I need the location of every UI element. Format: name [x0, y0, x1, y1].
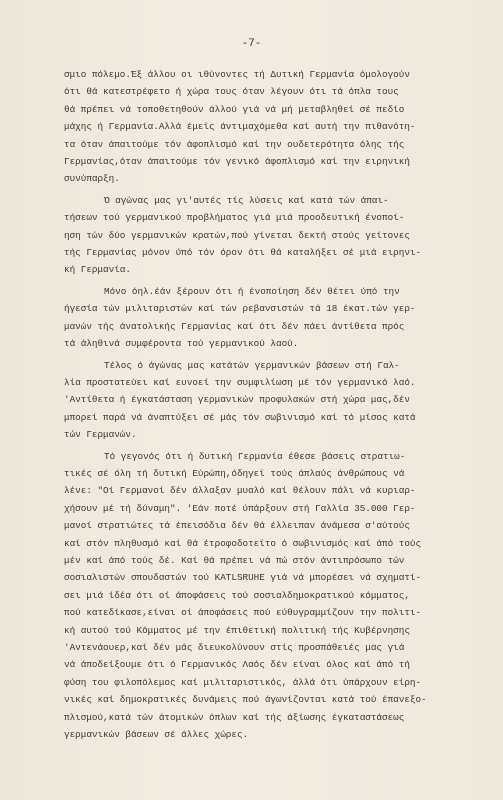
text-line: μάχης ή Γερμανία.Αλλά έμεϊς άντιμαχόμεθα καί αυτή την πιθανότη- — [64, 121, 416, 133]
text-line: πλισμού,κατά τών άτομικών όπλων καί τής άξίωσης έγκαταστάσεως — [64, 711, 405, 723]
body-text — [64, 66, 456, 747]
page-number: -7- — [241, 38, 262, 50]
text-line: κή Γερμανία. — [64, 264, 131, 276]
text-line: πού κατεδίκασε,είναι οί άποφάσεις πού εύθυγραμμίζουν την πολιτι- — [64, 607, 422, 619]
text-line: τά άληθινά συμφέροντα τού γερμανικού λαού. — [64, 338, 299, 350]
text-line: ηση τών δύο γερμανικών κρατών,πού γίνεται δεκτή στούς γείτονες — [64, 229, 410, 241]
text-line: νικές καί δημοκρατικές δυνάμεις πού άγωνίζονται κατά τού έπανεξο- — [64, 694, 427, 706]
text-line: θά πρέπει νά τοποθετηθούν άλλού γιά νά μή μεταβληθεί σέ πεδίο — [64, 103, 405, 115]
text-line: τής Γερμανίας μόνον ύπό τόν όρον ότι θά καταλήξει σέ μιά ειρηνι- — [64, 247, 422, 259]
text-line: ήγεσία τών μιλιταριστών καί τών ρεβανσιστών τά 18 έκατ.τών γερ- — [64, 303, 416, 315]
text-line: Τό γεγονός ότι ή δυτική Γερμανία έθεσε βάσεις στρατιω- — [104, 450, 406, 462]
text-line: 'Αντενάουερ,καί δέν μάς διευκολύνουν στίς προσπάθειές μας γιά — [64, 642, 405, 653]
text-line: μπορεί παρά νά άναπτύξει σέ μάς τόν σωβινισμό καί τό μίσος κατά — [64, 411, 416, 423]
text-line: λία προστατεύει καί ευνοεί την συμφιλίωση μέ τόν γερμανικό λαό. — [64, 376, 416, 388]
text-line: τήσεων τού γερμανικού προβλήματος γιά μιά προοδευτική ένοποί- — [64, 212, 405, 224]
text-line: σει μιά ίδέα ότι οί άποφάσεις τού σοσιαλδημοκρατικού κόμματος, — [64, 589, 410, 601]
text-line: τών Γερμανών. — [64, 429, 137, 441]
text-line: μανών τής άνατολικής Γερμανίας καί ότι δέν πάει άντίθετα πρός — [64, 320, 405, 332]
paragraph — [64, 192, 456, 279]
text-line: λένε: "Οί Γερμανοί δέν άλλαξαν μυαλό καί θέλουν πάλι νά κυριαρ- — [64, 485, 416, 497]
text-line: νά άποδείξουμε ότι ό Γερμανικός Λαός δέν είναι όλος καί άπό τή — [64, 659, 410, 671]
paragraph — [64, 448, 456, 744]
text-line: Ό αγώνας μας γι'αυτές τίς λύσεις καί κατά τών άπαι- — [104, 194, 389, 206]
text-line: Τέλος ό άγώνας μας κατάτών γερμανικών βάσεων στή Γαλ- — [104, 359, 400, 371]
text-line: Γερμανίας,όταν άπαιτούμε τόν γενικό άφοπλισμό καί την ειρηνική — [64, 156, 410, 168]
paragraph — [64, 283, 456, 353]
text-line: ότι θά κατεστρέφετο ή χώρα τους όταν λέγουν ότι τά όπλα τους — [64, 86, 399, 98]
paragraph — [64, 357, 456, 444]
text-line: χήσουν μέ τή δύναμη". 'Εάν ποτέ ύπάρξουν στή Γαλλία 35.000 Γερ- — [64, 502, 416, 514]
text-line: σμιο πόλεμο.Έξ άλλου οι ιθύνοντες τή Δυτική Γερμανία όμολογούν — [64, 69, 410, 80]
text-line: φύση του φιλοπόλεμος καί μιλιταριστικός, άλλά ότι ύπάρχουν είρη- — [64, 676, 422, 688]
text-line: τα όταν άπαιτούμε τόν άφοπλισμό καί την ουδετερότητα όλης τής — [64, 138, 405, 150]
text-line: τικές σέ όλη τή δυτική Εύρώπη,όδηγεϊ τούς άπλαύς άνθρώπους νά — [64, 467, 405, 479]
text-line: σοσιαλιστών σπουδαστών τού KATLSRUHE γιά νά μπορέσει νά σχηματί- — [64, 572, 422, 584]
text-line: μανοί στρατιώτες τά έπεισόδια δέν θά έλλειπαν άνάμεσα σ'αύτούς — [64, 520, 410, 532]
paragraph — [64, 66, 456, 188]
text-line: 'Αντίθετα ή έγκατάσταση γερμανικών προφυλακών στή χώρα μας,δέν — [64, 394, 410, 406]
text-line: γερμανικών βάσεων σέ άλλες χώρες. — [64, 729, 249, 741]
text-line: κή αυτού τού Κόμματος μέ την έπιθετική πολιτική τής Κυβέρνησης — [64, 624, 410, 636]
text-line: συνύπαρξη. — [64, 173, 120, 185]
text-line: Μόνο όηλ.έάν ξέρουν ότι ή ένοποίηση δέν θέτει ύπό την — [104, 285, 400, 297]
text-line: μέν καί άπό τούς δέ. Καί θά πρέπει νά πώ στόν άντιπρόσωπο τών — [64, 554, 405, 566]
text-line: καί στόν πληθυσμό καί θά έτροφοδοτεϊτο ό σωβινισμός καί άπό τούς — [64, 537, 422, 549]
